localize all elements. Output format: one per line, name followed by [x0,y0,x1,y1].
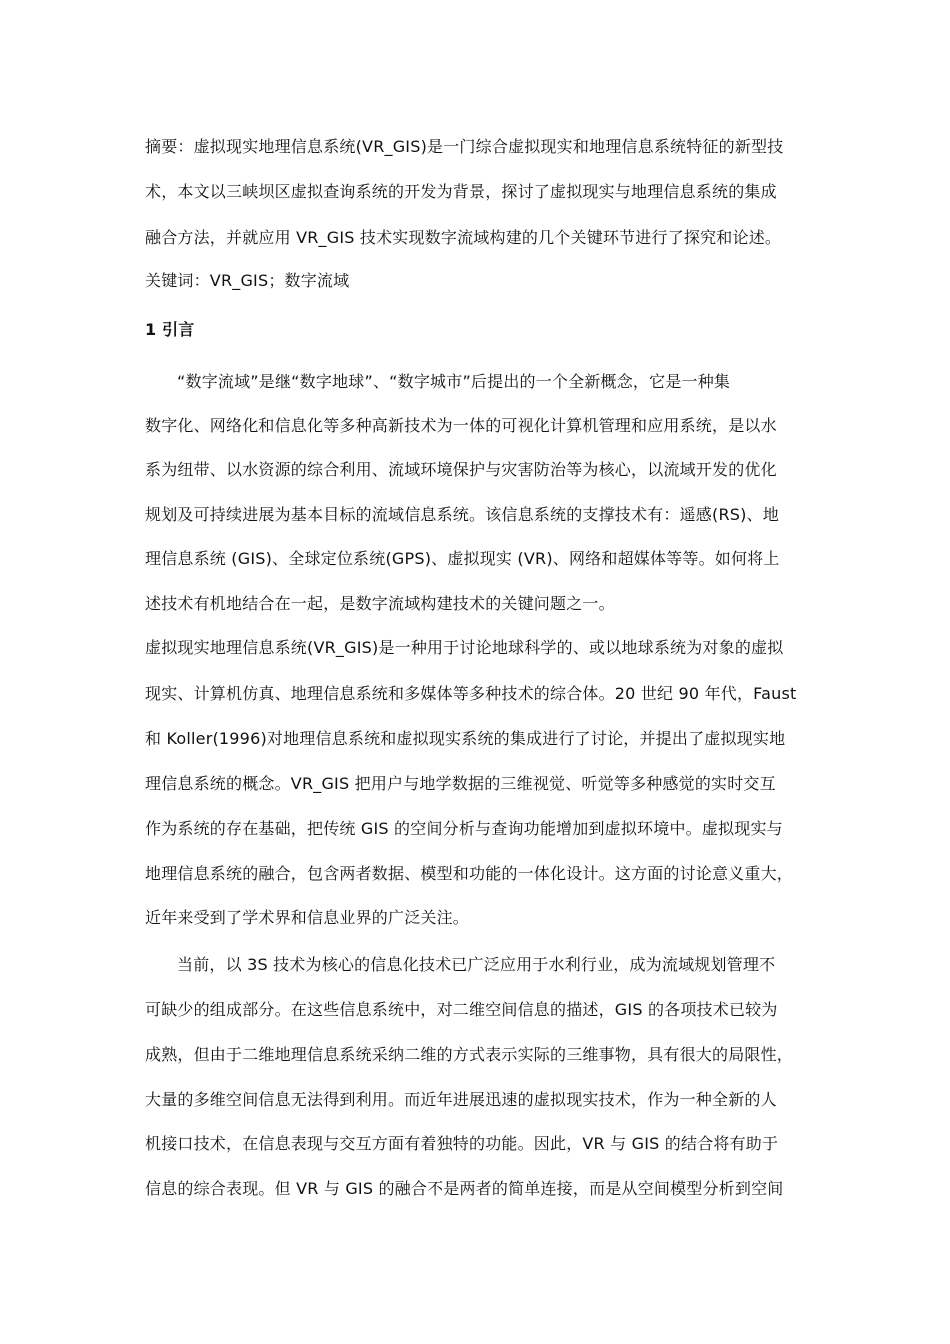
keywords-line: 关键词：VR_GIS；数字流域 [145,271,350,290]
para3-line-3: 成熟，但由于二维地理信息系统采纳二维的方式表示实际的三维事物，具有很大的局限性， [145,1045,794,1064]
para2-line-6: 地理信息系统的融合，包含两者数据、模型和功能的一体化设计。这方面的讨论意义重大， [145,864,794,883]
para2-line-4: 理信息系统的概念。VR_GIS 把用户与地学数据的三维视觉、听觉等多种感觉的实时交互 [145,774,776,793]
para2-line-1: 虚拟现实地理信息系统(VR_GIS)是一种用于讨论地球科学的、或以地球系统为对象的虚拟 [145,638,784,657]
para2-line-2: 现实、计算机仿真、地理信息系统和多媒体等多种技术的综合体。20 世纪 90 年代，Faust [145,684,797,703]
abstract-line-1: 摘要：虚拟现实地理信息系统(VR_GIS)是一门综合虚拟现实和地理信息系统特征的新型技 [145,137,784,156]
para2-line-3: 和 Koller(1996)对地理信息系统和虚拟现实系统的集成进行了讨论，并提出了虚拟现实地 [145,729,786,748]
para3-line-6: 信息的综合表现。但 VR 与 GIS 的融合不是两者的简单连接，而是从空间模型分析到空间 [145,1179,784,1198]
para1-line-2: 数字化、网络化和信息化等多种高新技术为一体的可视化计算机管理和应用系统，是以水 [145,416,777,435]
para1-line-6: 述技术有机地结合在一起，是数字流域构建技术的关键问题之一。 [145,594,615,613]
para1-line-3: 系为纽带、以水资源的综合利用、流域环境保护与灾害防治等为核心，以流域开发的优化 [145,460,777,479]
para3-line-5: 机接口技术，在信息表现与交互方面有着独特的功能。因此，VR 与 GIS 的结合将有助于 [145,1134,779,1153]
para1-line-5: 理信息系统 (GIS)、全球定位系统(GPS)、虚拟现实 (VR)、网络和超媒体等等。如何将上 [145,549,780,568]
para3-line-1: 当前，以 3S 技术为核心的信息化技术已广泛应用于水利行业，成为流域规划管理不 [177,955,776,974]
para1-line-4: 规划及可持续进展为基本目标的流域信息系统。该信息系统的支撑技术有：遥感(RS)、地 [145,505,779,524]
para2-line-5: 作为系统的存在基础，把传统 GIS 的空间分析与查询功能增加到虚拟环境中。虚拟现实与 [145,819,783,838]
para1-line-1: “数字流域”是继“数字地球”、“数字城市”后提出的一个全新概念，它是一种集 [177,372,731,391]
para3-line-4: 大量的多维空间信息无法得到利用。而近年进展迅速的虚拟现实技术，作为一种全新的人 [145,1090,777,1109]
section-heading: 1 引言 [145,320,195,339]
para3-line-2: 可缺少的组成部分。在这些信息系统中，对二维空间信息的描述，GIS 的各项技术已较为 [145,1000,778,1019]
abstract-line-3: 融合方法，并就应用 VR_GIS 技术实现数字流域构建的几个关键环节进行了探究和论述。 [145,228,782,247]
para2-line-7: 近年来受到了学术界和信息业界的广泛关注。 [145,908,470,927]
abstract-line-2: 术，本文以三峡坝区虚拟查询系统的开发为背景，探讨了虚拟现实与地理信息系统的集成 [145,182,777,201]
